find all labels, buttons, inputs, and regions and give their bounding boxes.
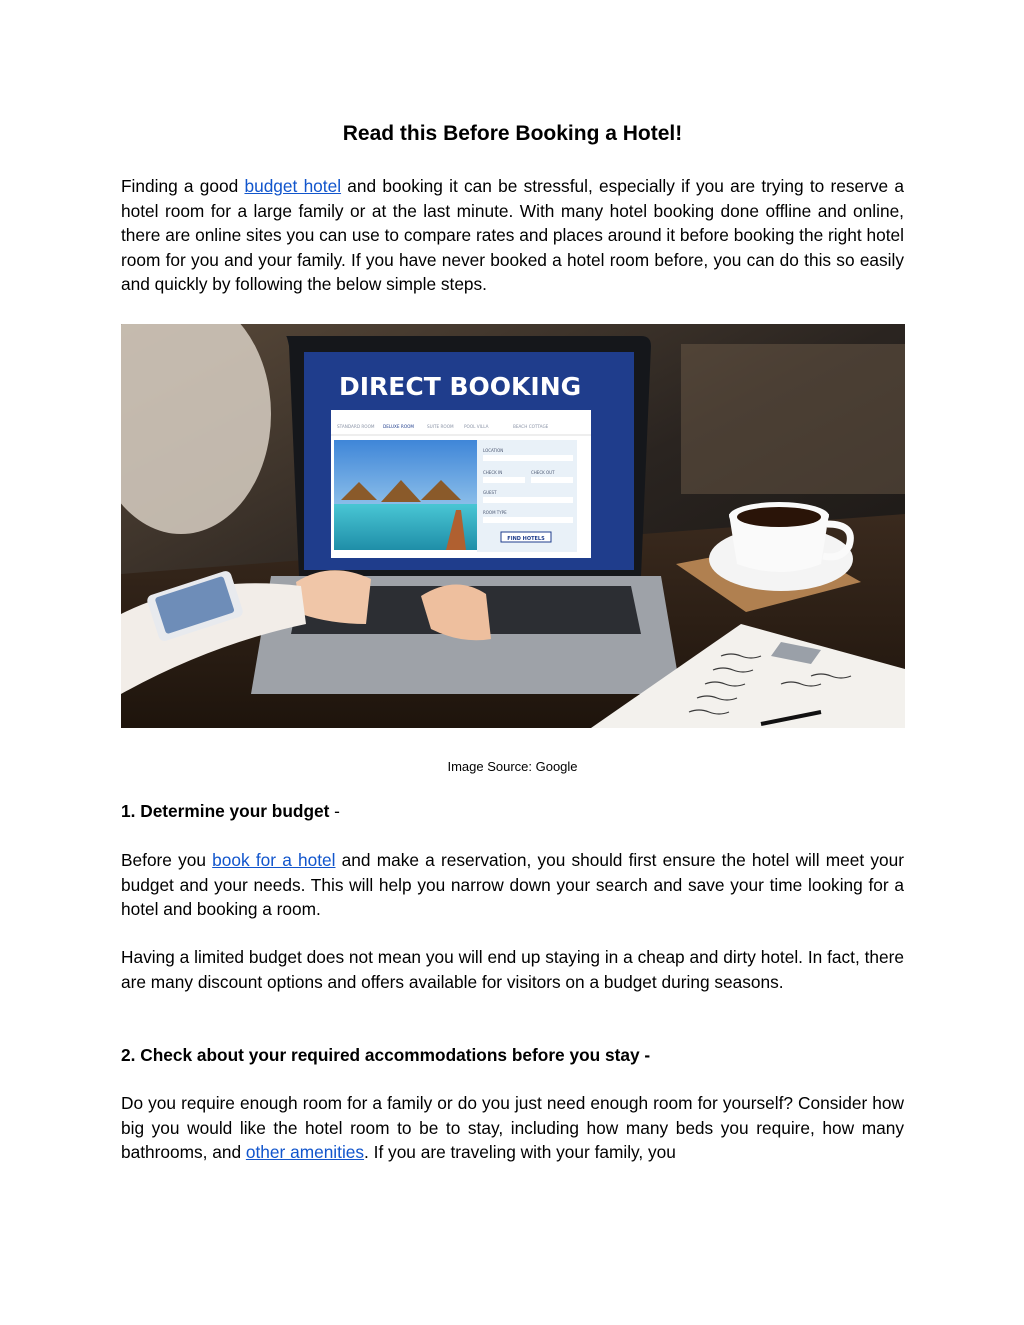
- page-title: Read this Before Booking a Hotel!: [342, 122, 683, 145]
- budget-hotel-link[interactable]: budget hotel: [244, 176, 342, 196]
- form-field: [483, 455, 573, 461]
- form-field: [531, 477, 573, 483]
- section2-p1-end: . If you are traveling with your family, you: [364, 1142, 676, 1162]
- screen-heading: DIRECT BOOKING: [339, 372, 582, 401]
- form-label: ROOM TYPE: [483, 510, 507, 515]
- section1-heading: [121, 799, 904, 823]
- screen-tab: BEACH COTTAGE: [513, 424, 549, 429]
- form-field: [483, 497, 573, 503]
- section1-heading-dash: -: [329, 801, 340, 821]
- image-caption: Image Source: Google: [447, 759, 578, 774]
- form-label: GUEST: [483, 490, 497, 495]
- section2-heading: 2. Check about your required accommodations before you stay -: [121, 1045, 651, 1065]
- left-hand: [296, 570, 371, 624]
- section1-heading-text: 1. Determine your budget: [121, 801, 330, 821]
- screen-tabs: [337, 424, 549, 429]
- form-field: [483, 517, 573, 523]
- screen-tab: SUITE ROOM: [427, 424, 454, 429]
- section2-p1-start: Do you require enough room for a family or do you just need enough room for yourself? Consider how big you would like the hotel room to be to stay, including how many beds you require, how many bathrooms, and: [121, 1093, 904, 1162]
- screen-tab: POOL VILLA: [464, 424, 489, 429]
- section2-paragraph-1: [121, 1091, 904, 1165]
- other-amenities-link[interactable]: other amenities: [245, 1142, 365, 1162]
- section1-paragraph-1: [121, 848, 904, 922]
- find-hotels-button: FIND HOTELS: [507, 536, 545, 542]
- screen-tab: DELUXE ROOM: [383, 424, 415, 429]
- screen-tab: STANDARD ROOM: [337, 424, 375, 429]
- intro-text-end: and booking it can be stressful, especially if you are trying to reserve a hotel room for a large family or at the last minute. With many hotel booking done offline and online, there are online sites you can use to compare rates and places around it before booking the right hotel room for you and your family. If you have never booked a hotel room before, you can do this so easily and quickly by following the below simple steps.: [121, 176, 904, 294]
- intro-text-start: Finding a good: [121, 176, 245, 196]
- form-label: CHECK IN: [483, 470, 503, 475]
- section1-p1-start: Before you: [121, 850, 213, 870]
- section1-p1-end: and make a reservation, you should first ensure the hotel will meet your budget and your needs. This will help you narrow down your search and save your time looking for a hotel and booking a room.: [121, 850, 904, 919]
- intro-paragraph: [121, 174, 904, 297]
- form-label: LOCATION: [483, 448, 504, 453]
- book-for-a-hotel-link[interactable]: book for a hotel: [212, 850, 336, 870]
- form-label: CHECK OUT: [531, 470, 555, 475]
- hotel-booking-photo: [121, 324, 905, 728]
- form-field: [483, 477, 525, 483]
- section1-paragraph-2: Having a limited budget does not mean you will end up staying in a cheap and dirty hotel. In fact, there are many discount options and offers available for visitors on a budget during seasons.: [121, 947, 904, 992]
